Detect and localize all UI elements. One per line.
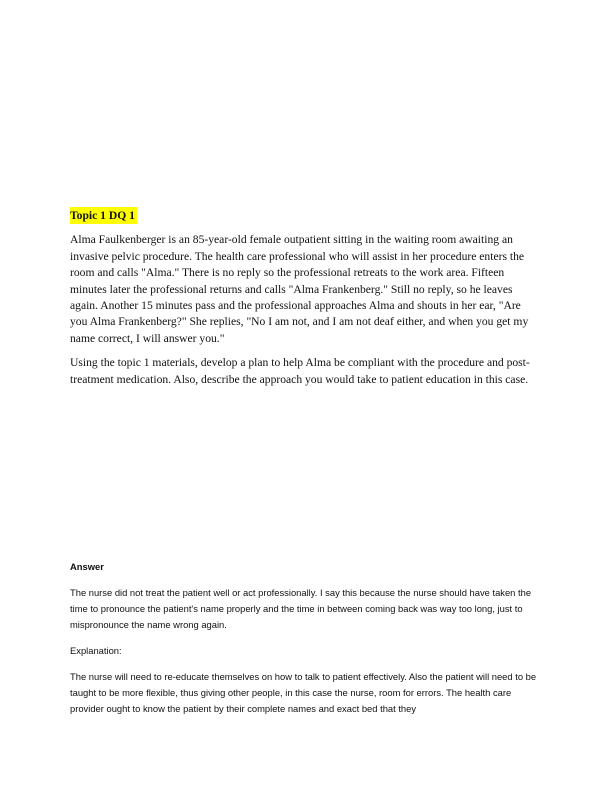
question-paragraph-1: Alma Faulkenberger is an 85-year-old female outpatient sitting in the waiting room awaiting an invasive pelvic procedure. The health care professional who will assist in her procedure enters the room and calls "Alma." There is no reply so the professional retreats to the work area. Fifteen minutes later the professional returns and calls "Alma Frankenberg." Still no reply, so he leaves again. Another 15 minutes pass and the professional approaches Alma and shouts in her ear, "Are you Alma Frankenberg?" She replies, "No I am not, and I am not deaf either, and when you get my name correct, I will answer you." [70,233,529,345]
heading-wrap [70,207,540,224]
explanation-label: Explanation: [70,645,122,656]
answer-section [70,559,540,727]
topic-heading: Topic 1 DQ 1 [70,209,135,222]
question-section [70,207,540,396]
question-paragraph-2: Using the topic 1 materials, develop a plan to help Alma be compliant with the procedure and post-treatment medication. Also, describe the approach you would take to patient education in this case. [70,356,530,386]
explanation-paragraph: The nurse will need to re-educate themselves on how to talk to patient effectively. Also the patient will need to be taught to be more flexible, thus giving other people, in this case the nurse, room for errors. The health care provider ought to know the patient by their complete names and exact bed that they [70,671,537,714]
answer-paragraph: The nurse did not treat the patient well or act professionally. I say this because the nurse should have taken the time to pronounce the patient's name properly and the time in between coming back was way too long, just to mispronounce the name wrong again. [70,587,532,630]
answer-heading: Answer [70,561,104,572]
